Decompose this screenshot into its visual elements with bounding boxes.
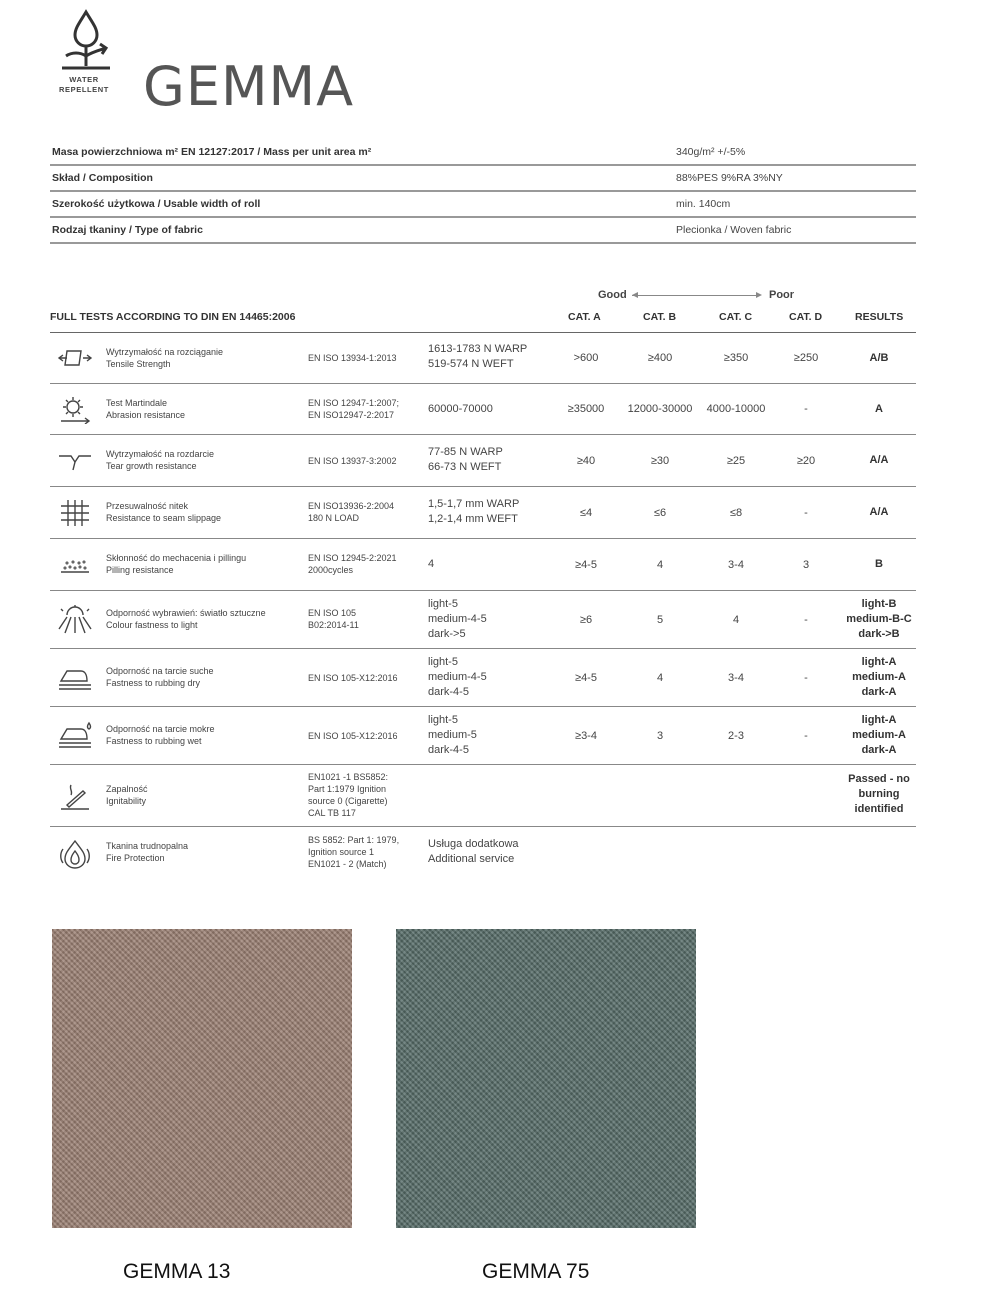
test-norm: EN ISO 105-X12:2016: [308, 730, 398, 741]
test-value: Additional service: [428, 853, 515, 865]
test-norm: source 0 (Cigarette): [308, 796, 388, 806]
cat-d-value: 3: [802, 558, 810, 571]
cat-c-value: 3-4: [728, 671, 744, 684]
test-result: A: [875, 402, 883, 415]
test-result: light-B: [861, 598, 897, 610]
table-row: [50, 539, 916, 591]
test-value: 60000-70000: [428, 402, 493, 415]
test-name-pl: Przesuwalność nitek: [106, 501, 189, 511]
test-value: dark-4-5: [428, 686, 469, 698]
test-norm: EN ISO 105-X12:2016: [308, 672, 398, 683]
cat-c-value: ≤8: [729, 506, 743, 519]
spec-value: 340g/m² +/-5%: [676, 146, 746, 158]
test-value: 1,2-1,4 mm WEFT: [428, 513, 518, 525]
test-result: medium-A: [852, 729, 906, 741]
cat-d-value: ≥250: [793, 352, 819, 364]
table-row: [50, 435, 916, 487]
cat-a-value: ≥4-5: [575, 558, 597, 571]
table-row: [50, 827, 916, 881]
cat-c-value: ≥25: [726, 454, 746, 467]
tear-growth-icon: [57, 446, 93, 476]
cat-b-value: 3: [656, 729, 664, 742]
water-drop-plant-icon: [56, 8, 116, 74]
test-value: 66-73 N WEFT: [428, 461, 502, 473]
test-norm: EN ISO13936-2:2004: [308, 501, 395, 511]
swatch-label: GEMMA 13: [123, 1260, 231, 1283]
test-norm: 2000cycles: [308, 565, 354, 575]
spec-table: [50, 140, 916, 244]
spec-row: [50, 140, 916, 166]
test-result: light-A: [861, 714, 897, 726]
test-name-en: Tear growth resistance: [106, 461, 197, 471]
test-value: light-5: [428, 598, 458, 610]
test-name-pl: Tkanina trudnopalna: [106, 841, 189, 851]
scale-poor-label: Poor: [769, 289, 795, 301]
spec-value: 88%PES 9%RA 3%NY: [676, 172, 783, 184]
test-name-pl: Odporność wybrawień: światło sztuczne: [106, 608, 266, 618]
logo-caption: [52, 75, 116, 95]
test-name-en: Colour fastness to light: [106, 620, 198, 630]
test-result: dark-A: [861, 686, 897, 698]
test-value: 77-85 N WARP: [428, 446, 503, 458]
cat-c-value: 3-4: [728, 558, 744, 571]
test-result: burning: [858, 788, 900, 800]
tests-title: FULL TESTS ACCORDING TO DIN EN 14465:2006: [50, 311, 296, 323]
swatch-gemma-13: [52, 929, 352, 1228]
test-name-pl: Odporność na tarcie mokre: [106, 724, 215, 734]
test-norm: EN ISO 13937-3:2002: [308, 455, 397, 466]
header-cat-a: CAT. A: [568, 311, 601, 323]
test-value: 519-574 N WEFT: [428, 358, 514, 370]
test-value: medium-4-5: [428, 613, 487, 625]
cat-b-value: 12000-30000: [627, 403, 693, 415]
cat-d-value: -: [804, 729, 808, 742]
test-name-pl: Wytrzymałość na rozdarcie: [106, 449, 214, 459]
test-name-en: Ignitability: [106, 796, 147, 806]
test-norm: 180 N LOAD: [308, 513, 360, 523]
spec-row: [50, 218, 916, 244]
test-norm: EN ISO12947-2:2017: [308, 410, 395, 420]
test-result: B: [875, 558, 883, 570]
cat-a-value: ≥4-5: [575, 671, 597, 684]
swatch-gemma-75: [396, 929, 696, 1228]
light-fastness-icon: [57, 605, 93, 635]
header-cat-b: CAT. B: [643, 311, 677, 323]
test-value: light-5: [428, 714, 458, 726]
seam-slippage-icon: [57, 498, 93, 528]
test-value: 4: [428, 558, 435, 570]
test-result: medium-A: [852, 671, 906, 683]
tests-table-header: [50, 306, 916, 333]
spec-value: Plecionka / Woven fabric: [676, 224, 792, 236]
test-result: Passed - no: [848, 773, 910, 785]
test-norm: Part 1:1979 Ignition: [308, 784, 387, 794]
test-result: A/A: [869, 506, 889, 518]
test-name-en: Fastness to rubbing dry: [106, 678, 201, 688]
test-value: Usługa dodatkowa: [428, 838, 519, 850]
arrow-left-icon: [632, 292, 638, 298]
cat-a-value: ≥40: [576, 454, 596, 467]
logo-line-1: WATER: [69, 75, 99, 84]
test-norm: EN ISO 105: [308, 608, 357, 618]
rubbing-wet-icon: [57, 721, 93, 751]
spec-label: Masa powierzchniowa m² EN 12127:2017 / Mass per unit area m²: [52, 146, 372, 158]
spec-label: Rodzaj tkaniny / Type of fabric: [52, 224, 203, 236]
test-norm: EN1021 - 2 (Match): [308, 859, 387, 869]
header-cat-d: CAT. D: [789, 311, 823, 323]
test-value: 1,5-1,7 mm WARP: [428, 498, 520, 510]
test-result: A/A: [869, 454, 889, 466]
test-norm: EN ISO 12947-1:2007;: [308, 398, 400, 408]
test-value: dark->5: [428, 628, 466, 640]
fire-protection-icon: [57, 839, 93, 869]
test-result: light-A: [861, 656, 897, 668]
cat-a-value: ≥3-4: [575, 729, 597, 742]
test-norm: EN ISO 12945-2:2021: [308, 553, 397, 563]
test-value: 1613-1783 N WARP: [428, 343, 528, 355]
arrow-right-icon: [756, 292, 762, 298]
test-result: A/B: [869, 351, 889, 364]
test-result: dark-A: [861, 744, 897, 756]
spec-label: Skład / Composition: [52, 172, 153, 184]
tests-table: [50, 333, 916, 881]
test-norm: CAL TB 117: [308, 808, 356, 818]
product-title: GEMMA: [143, 55, 355, 118]
test-norm: EN1021 -1 BS5852:: [308, 772, 389, 782]
cat-b-value: ≤6: [653, 506, 667, 519]
scale-good-label: Good: [598, 289, 627, 301]
test-name-en: Resistance to seam slippage: [106, 513, 222, 523]
cat-c-value: 2-3: [728, 729, 744, 742]
test-norm: Ignition source 1: [308, 847, 375, 857]
test-name-en: Pilling resistance: [106, 565, 174, 575]
cat-a-value: ≥6: [579, 613, 593, 626]
test-result: dark->B: [858, 628, 900, 640]
cat-d-value: -: [804, 671, 808, 684]
cat-b-value: 5: [656, 613, 664, 626]
test-name-en: Fastness to rubbing wet: [106, 736, 202, 746]
rubbing-dry-icon: [57, 663, 93, 693]
test-name-pl: Odporność na tarcie suche: [106, 666, 214, 676]
cat-c-value: 4000-10000: [706, 403, 766, 415]
test-name-pl: Zapalność: [106, 784, 148, 794]
cat-d-value: -: [804, 613, 808, 626]
test-name-en: Tensile Strength: [106, 359, 171, 369]
test-result: identified: [854, 803, 904, 815]
test-result: medium-B-C: [846, 613, 912, 625]
table-row: [50, 384, 916, 435]
header-cat-c: CAT. C: [719, 311, 753, 323]
test-value: dark-4-5: [428, 744, 469, 756]
table-row: [50, 707, 916, 765]
cat-b-value: ≥400: [647, 352, 673, 364]
cat-a-value: ≤4: [579, 506, 593, 519]
cat-d-value: -: [804, 403, 808, 415]
abrasion-icon: [57, 394, 93, 424]
test-name-pl: Wytrzymałość na rozciąganie: [106, 347, 223, 357]
logo-line-2: REPELLENT: [59, 85, 109, 94]
cat-d-value: ≥20: [796, 454, 816, 467]
table-row: [50, 591, 916, 649]
table-row: [50, 487, 916, 539]
cat-c-value: 4: [732, 613, 740, 626]
table-row: [50, 649, 916, 707]
cat-a-value: ≥35000: [567, 403, 605, 415]
test-value: medium-5: [428, 729, 477, 741]
cat-b-value: 4: [656, 558, 664, 571]
cat-d-value: -: [804, 506, 808, 519]
header-results: RESULTS: [855, 311, 904, 323]
test-name-pl: Test Martindale: [106, 398, 168, 408]
tensile-strength-icon: [57, 343, 93, 373]
pilling-icon: [57, 550, 93, 580]
cat-c-value: ≥350: [723, 352, 749, 364]
scale-line: [632, 295, 760, 296]
cat-b-value: 4: [656, 671, 664, 684]
test-value: light-5: [428, 656, 458, 668]
swatch-label: GEMMA 75: [482, 1260, 590, 1283]
spec-row: [50, 192, 916, 218]
test-value: medium-4-5: [428, 671, 487, 683]
table-row: [50, 333, 916, 384]
test-name-en: Fire Protection: [106, 853, 165, 863]
test-norm: B02:2014-11: [308, 620, 359, 630]
test-norm: EN ISO 13934-1:2013: [308, 353, 397, 363]
spec-label: Szerokość użytkowa / Usable width of roll: [52, 198, 261, 210]
cat-b-value: ≥30: [650, 454, 670, 467]
ignitability-icon: [57, 781, 93, 811]
spec-value: min. 140cm: [676, 198, 731, 210]
cat-a-value: >600: [573, 352, 599, 364]
test-name-en: Abrasion resistance: [106, 410, 186, 420]
spec-row: [50, 166, 916, 192]
test-name-pl: Skłonność do mechacenia i pillingu: [106, 553, 247, 563]
test-norm: BS 5852: Part 1: 1979,: [308, 835, 400, 845]
table-row: [50, 765, 916, 827]
